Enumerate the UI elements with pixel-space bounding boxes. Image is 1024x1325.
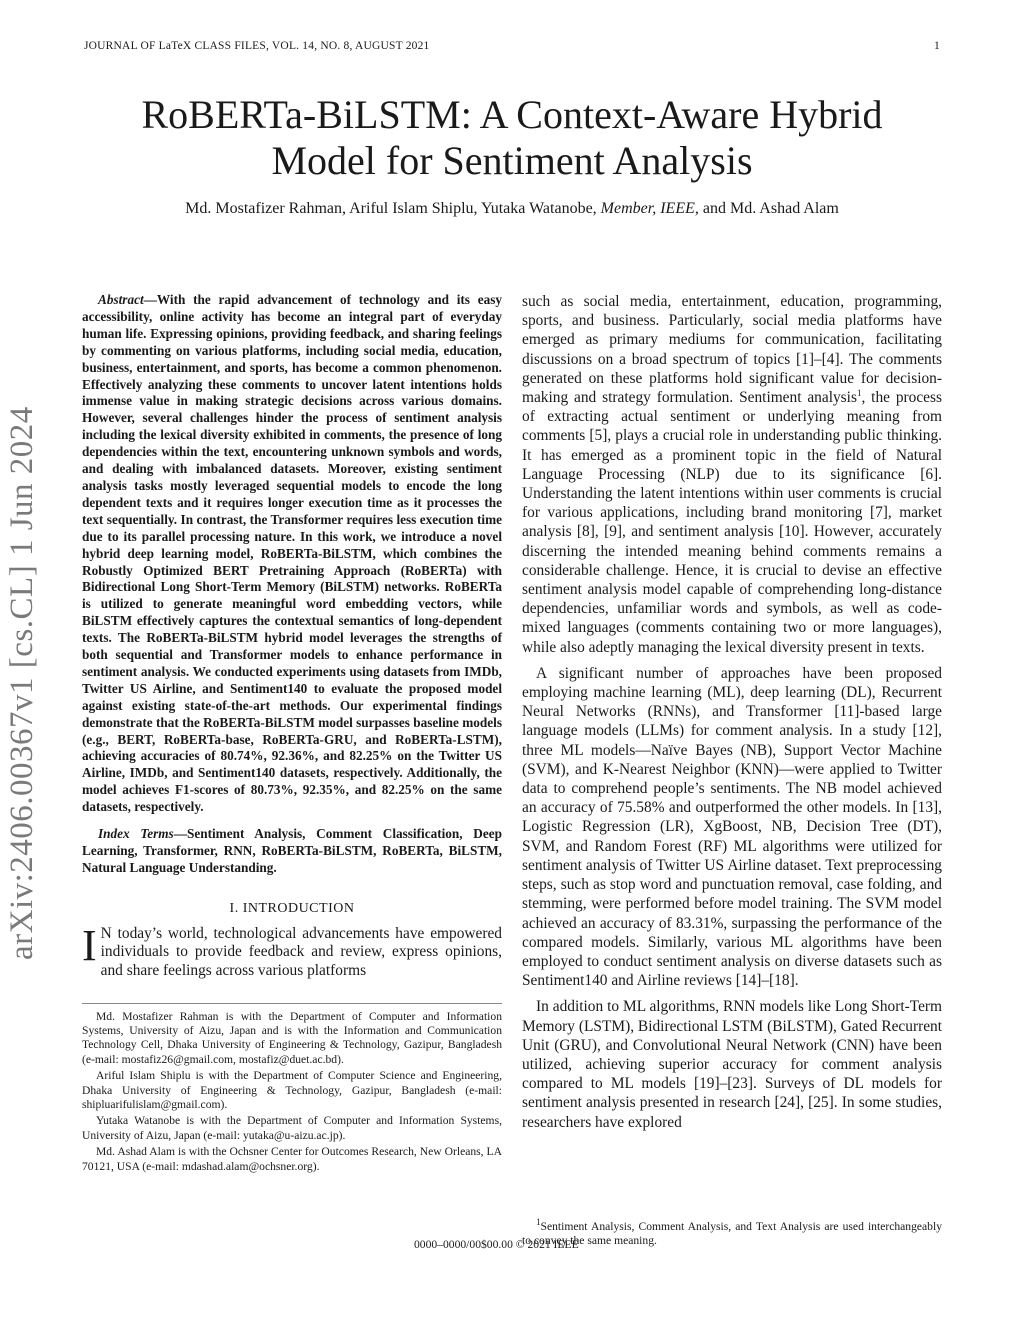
author-names: Md. Mostafizer Rahman, Ariful Islam Shiplu, Yutaka Watanobe, [185,200,601,217]
affiliation-1: Md. Mostafizer Rahman is with the Department of Computer and Information Systems, University of Aizu, Japan and is with the Information and Communication Technology Cell, Dhaka University of Engineering & Technology, Gazipur, Bangladesh (e-mail: mostafiz26@gmail.com, mostafiz@duet.ac.bd). [82,1009,502,1066]
author-list [0,200,1024,218]
intro-paragraph [82,920,502,981]
arxiv-watermark: arXiv:2406.00367v1 [cs.CL] 1 Jun 2024 [4,406,40,960]
index-terms-text: —Sentiment Analysis, Comment Classification, Deep Learning, Transformer, RNN, RoBERTa-BiLSTM, RoBERTa, BiLSTM, Natural Language Understanding. [82,826,502,875]
footnote-text: Sentiment Analysis, Comment Analysis, and Text Analysis are used interchangeably to convey the same meaning. [522,1220,942,1247]
author-tail: , and Md. Ashad Alam [694,200,839,217]
footnote-ref: 1 [856,387,862,398]
abstract-label: Abstract [98,292,144,307]
body-p1-a: such as social media, entertainment, education, programming, sports, and business. Particularly, social media platforms have emerged as primary mediums for communication, facilitating discussions on a broad spectrum of topics [1]–[4]. The comments generated on these platforms hold significant value for decision-making and strategy formulation. Sentiment analysis [522,293,942,407]
intro-text: N today’s world, technological advancements have empowered individuals to provide feedback and review, express opinions, and share feelings across various platforms [100,924,502,979]
paper-title [0,92,1024,184]
right-column [522,292,942,1139]
copyright-line: 0000–0000/00$00.00 © 2021 IEEE [414,1238,579,1251]
footnote-mark: 1 [536,1217,541,1228]
body-paragraph-1 [522,292,942,657]
left-column [82,292,502,1176]
running-head: JOURNAL OF LaTeX CLASS FILES, VOL. 14, NO. 8, AUGUST 2021 [84,40,430,52]
footnote-1 [522,1217,942,1248]
drop-cap: I [82,920,97,970]
affiliation-3: Yutaka Watanobe is with the Department of Computer and Information Systems, University of Aizu, Japan (e-mail: yutaka@u-aizu.ac.jp). [82,1114,502,1142]
body-paragraph-3: In addition to ML algorithms, RNN models like Long Short-Term Memory (LSTM), Bidirectional LSTM (BiLSTM), Gated Recurrent Unit (GRU), and Convolutional Neural Network (CNN) have been utilized, achieving superior accuracy for comment analysis compared to ML models [19]–[23]. Surveys of DL models for sentiment analysis presented in research [24], [25]. In some studies, researchers have explored [522,998,942,1131]
body-p1-b: , the process of extracting actual sentiment or underlying meaning from comments [5], plays a crucial role in understanding public thinking. It has emerged as a prominent topic in the field of Natural Language Processing (NLP) due to its significance [6]. Understanding the latent intentions within user comments is crucial for various applications, including brand monitoring [7], market analysis [8], [9], and sentiment analysis [10]. However, accurately discerning the intended meaning behind comments remains a considerable challenge. Hence, it is crucial to devise an effective sentiment analysis model capable of comprehending long-distance dependencies, unfamiliar words and symbols, as well as code-mixed languages (comments containing two or more languages), while also adeptly managing the lexical diversity present in texts. [522,389,942,656]
affiliation-4: Md. Ashad Alam is with the Ochsner Center for Outcomes Research, New Orleans, LA 70121, USA (e-mail: mdashad.alam@ochsner.org). [82,1145,502,1173]
footnote-rule [82,1003,502,1004]
page-number: 1 [934,40,940,52]
body-paragraph-2: A significant number of approaches have been proposed employing machine learning (ML), deep learning (DL), Recurrent Neural Networks (RNNs), and Transformer [11]-based large language models (LLMs) for comment analysis. In a study [12], three ML models—Naïve Bayes (NB), Support Vector Machine (SVM), and K-Nearest Neighbor (KNN)—were applied to Twitter data to comprehend people’s sentiments. The NB model achieved an accuracy of 75.58% and outperformed the other models. In [13], Logistic Regression (LR), XgBoost, NB, Decision Tree (DT), SVM, and Random Forest (RF) ML algorithms were utilized for sentiment analysis of Twitter US Airline dataset. Text preprocessing steps, such as stop word and punctuation removal, case folding, and stemming, were performed before model training. The SVM model achieved an accuracy of 83.31%, surpassing the performance of the compared models. Similarly, various ML algorithms have been employed to conduct sentiment analysis on diverse datasets such as Sentiment140 and Airline reviews [14]–[18]. [522,664,942,990]
affiliation-2: Ariful Islam Shiplu is with the Department of Computer Science and Engineering, Dhaka University of Engineering & Technology, Gazipur, Bangladesh (e-mail: shipluarifulislam@gmail.com). [82,1069,502,1112]
member-title: Member, IEEE [600,200,695,217]
title-line-2: Model for Sentiment Analysis [271,138,753,183]
section-heading: I. INTRODUCTION [229,900,355,916]
index-terms [82,826,502,877]
title-line-1: RoBERTa-BiLSTM: A Context-Aware Hybrid [141,92,883,137]
abstract-text: —With the rapid advancement of technology and its easy accessibility, online activity has become an integral part of everyday human life. Expressing opinions, providing feedback, and sharing feelings by commenting on various platforms, including social media, education, business, entertainment, and sports, has become a common phenomenon. Effectively analyzing these comments to uncover latent intentions holds immense value in making strategic decisions across various domains. However, several challenges hinder the process of sentiment analysis including the lexical diversity exhibited in comments, the presence of long dependencies within the text, encountering unknown symbols and words, and dealing with imbalanced datasets. Moreover, existing sentiment analysis tasks mostly leveraged sequential models to encode the long dependent texts and it requires longer execution time as it processes the text sequentially. In contrast, the Transformer requires less execution time due to its parallel processing nature. In this work, we introduce a novel hybrid deep learning model, RoBERTa-BiLSTM, which combines the Robustly Optimized BERT Pretraining Approach (RoBERTa) with Bidirectional Long Short-Term Memory (BiLSTM) networks. RoBERTa is utilized to generate meaningful word embedding vectors, while BiLSTM effectively captures the contextual semantics of long-dependent texts. The RoBERTa-BiLSTM hybrid model leverages the strengths of both sequential and Transformer models to enhance performance in sentiment analysis. We conducted experiments using datasets from IMDb, Twitter US Airline, and Sentiment140 to evaluate the proposed model against existing state-of-the-art methods. Our experimental findings demonstrate that the RoBERTa-BiLSTM model surpasses baseline models (e.g., BERT, RoBERTa-base, RoBERTa-GRU, and RoBERTa-LSTM), achieving accuracies of 80.74%, 92.36%, and 82.25% on the Twitter US Airline, IMDb, and Sentiment140 datasets, respectively. Additionally, the model achieves F1-scores of 80.73%, 92.35%, and 82.25% on the same datasets, respectively. [82,292,502,815]
abstract [82,292,502,816]
index-terms-label: Index Terms [98,826,174,842]
